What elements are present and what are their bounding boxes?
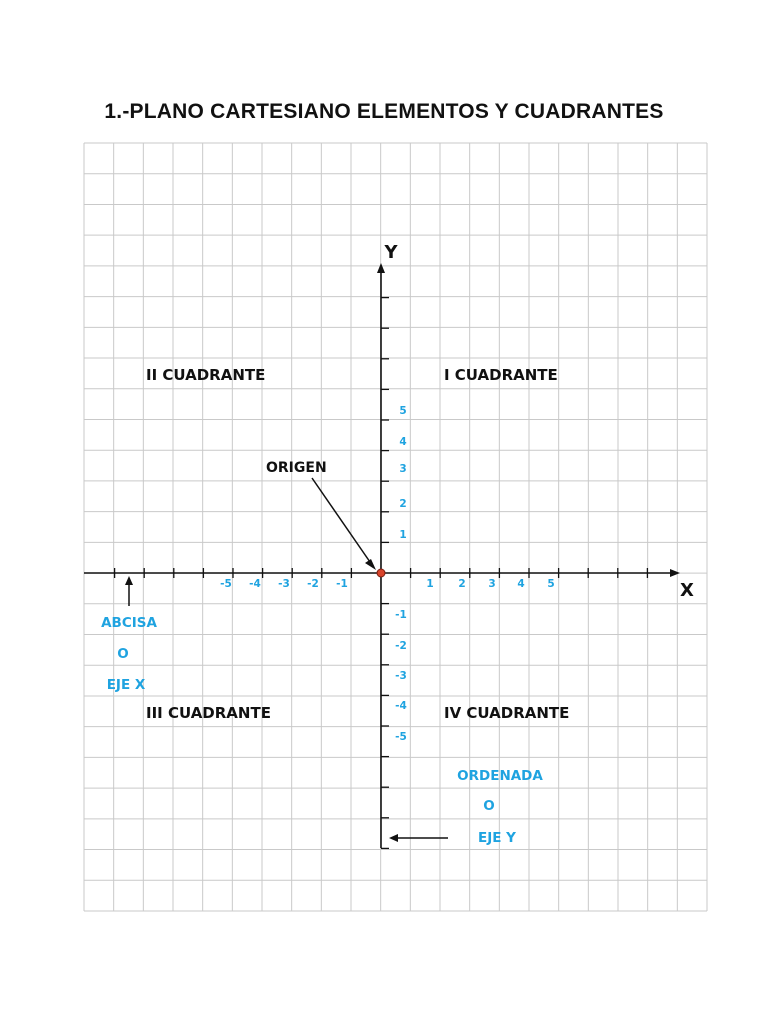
abscissa-label-line2: O [117, 646, 129, 662]
x-tick-label: 5 [547, 578, 555, 590]
y-tick-label: 2 [399, 498, 407, 510]
abscissa-arrowhead-icon [125, 576, 133, 585]
origin-pointer-arrow [312, 478, 370, 562]
y-tick-label: 3 [399, 463, 407, 475]
abscissa-label-line3: EJE X [106, 677, 146, 693]
origin-label: ORIGEN [266, 460, 327, 476]
y-axis-arrow-icon [377, 263, 385, 273]
ordinate-label-line2: O [483, 798, 495, 814]
page-title: 1.-PLANO CARTESIANO ELEMENTOS Y CUADRANTES [104, 100, 664, 123]
origin-arrowhead-icon [365, 559, 376, 570]
x-tick-label: -5 [220, 578, 232, 590]
origin-dot [377, 569, 385, 577]
x-tick-label: -3 [278, 578, 290, 590]
x-axis-label: X [680, 580, 694, 601]
abscissa-label-line1: ABCISA [101, 615, 157, 631]
x-tick-label: 1 [426, 578, 434, 590]
x-tick-label: -4 [249, 578, 261, 590]
y-tick-label: -4 [395, 700, 407, 712]
y-tick-label: 5 [399, 405, 407, 417]
ordinate-arrowhead-icon [389, 834, 398, 842]
tick-labels [220, 405, 554, 743]
x-axis-arrow-icon [670, 569, 680, 577]
x-tick-label: -1 [336, 578, 348, 590]
y-tick-label: -1 [395, 609, 407, 621]
y-tick-label: 1 [399, 529, 407, 541]
quadrant-iv-label: IV CUADRANTE [444, 704, 570, 722]
y-tick-label: -5 [395, 731, 407, 743]
quadrant-i-label: I CUADRANTE [444, 366, 558, 384]
ordinate-label-line1: ORDENADA [457, 768, 543, 784]
y-axis-label: Y [384, 242, 398, 263]
x-tick-label: 2 [458, 578, 466, 590]
x-tick-label: 4 [517, 578, 525, 590]
x-tick-label: 3 [488, 578, 496, 590]
y-tick-label: -2 [395, 640, 407, 652]
x-tick-label: -2 [307, 578, 319, 590]
y-tick-label: 4 [399, 436, 407, 448]
quadrant-iii-label: III CUADRANTE [146, 704, 271, 722]
y-tick-label: -3 [395, 670, 407, 682]
quadrant-ii-label: II CUADRANTE [146, 366, 266, 384]
ordinate-label-line3: EJE Y [478, 830, 516, 846]
